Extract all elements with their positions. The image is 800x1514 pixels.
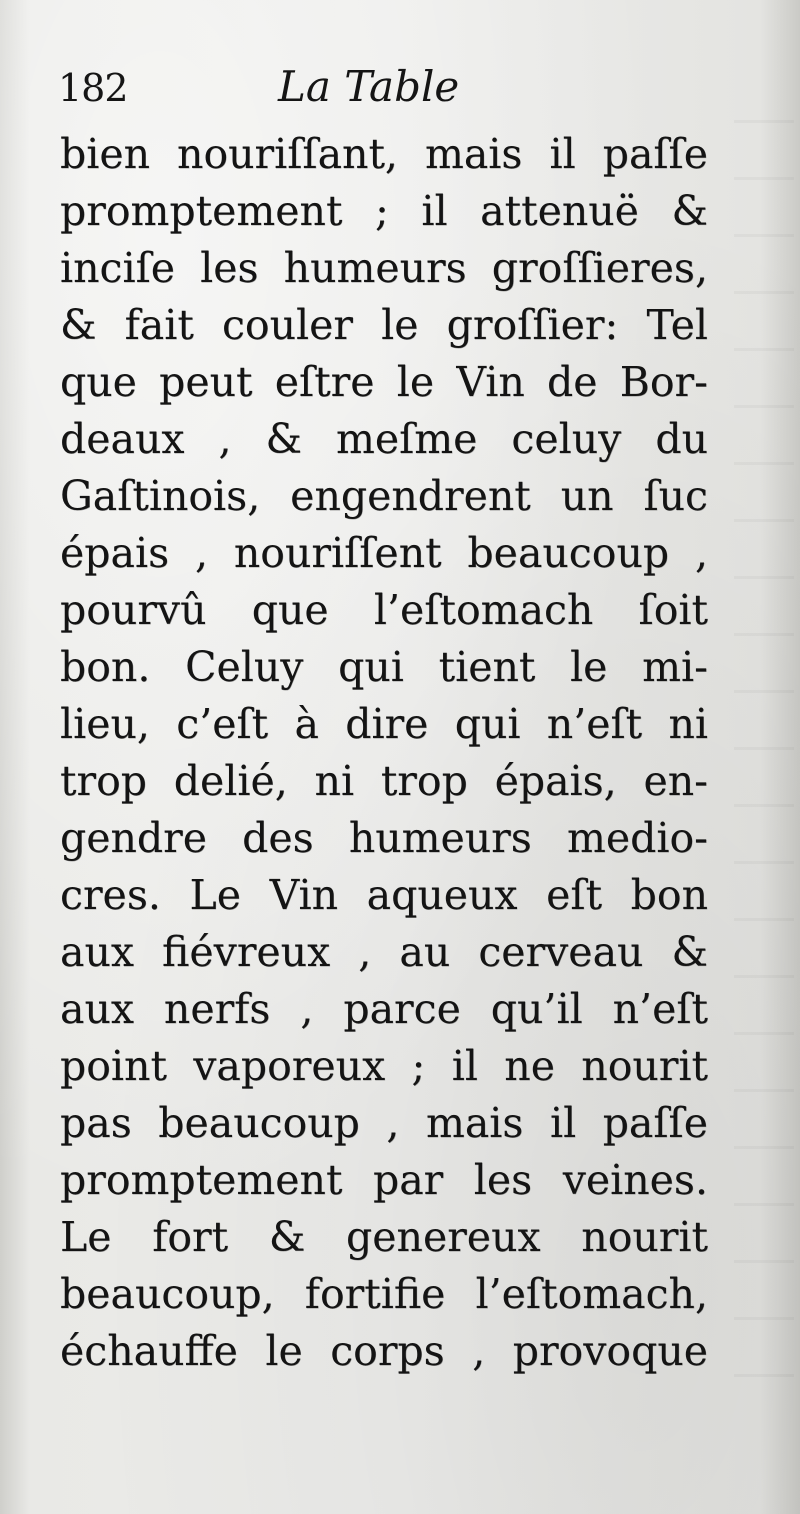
- text-line: Le fort & genereux nourit: [60, 1213, 708, 1261]
- show-through-texture: [734, 120, 794, 1420]
- text-line: promptement ; il attenuë &: [60, 187, 708, 235]
- text-line: bon. Celuy qui tient le mi-: [60, 643, 708, 691]
- page-header: [58, 62, 698, 122]
- text-line: bien nouriſſant, mais il paſſe: [60, 130, 708, 178]
- text-line: épais , nouriſſent beaucoup ,: [60, 529, 708, 577]
- text-line: promptement par les veines.: [60, 1156, 708, 1204]
- text-line: point vaporeux ; il ne nourit: [60, 1042, 708, 1090]
- running-head: La Table: [278, 62, 460, 111]
- text-line: que peut eſtre le Vin de Bor-: [60, 358, 708, 406]
- text-line: lieu, c’eſt à dire qui n’eſt ni: [60, 700, 708, 748]
- text-line: & fait couler le groſſier: Tel: [60, 301, 708, 349]
- text-line: aux fiévreux , au cerveau &: [60, 928, 708, 976]
- body-text: [60, 126, 708, 1380]
- text-line: pourvû que l’eſtomach ſoit: [60, 586, 708, 634]
- text-line: Gaſtinois, engendrent un ſuc: [60, 472, 708, 520]
- page-number: 182: [58, 66, 128, 110]
- text-line: gendre des humeurs medio-: [60, 814, 708, 862]
- text-line: aux nerfs , parce qu’il n’eſt: [60, 985, 708, 1033]
- text-line: inciſe les humeurs groſſieres,: [60, 244, 708, 292]
- text-line: cres. Le Vin aqueux eſt bon: [60, 871, 708, 919]
- text-line: trop delié, ni trop épais, en-: [60, 757, 708, 805]
- text-line: pas beaucoup , mais il paſſe: [60, 1099, 708, 1147]
- text-line: beaucoup, fortifie l’eſtomach,: [60, 1270, 708, 1318]
- text-line: échauffe le corps , provoque: [60, 1327, 708, 1375]
- text-line: deaux , & meſme celuy du: [60, 415, 708, 463]
